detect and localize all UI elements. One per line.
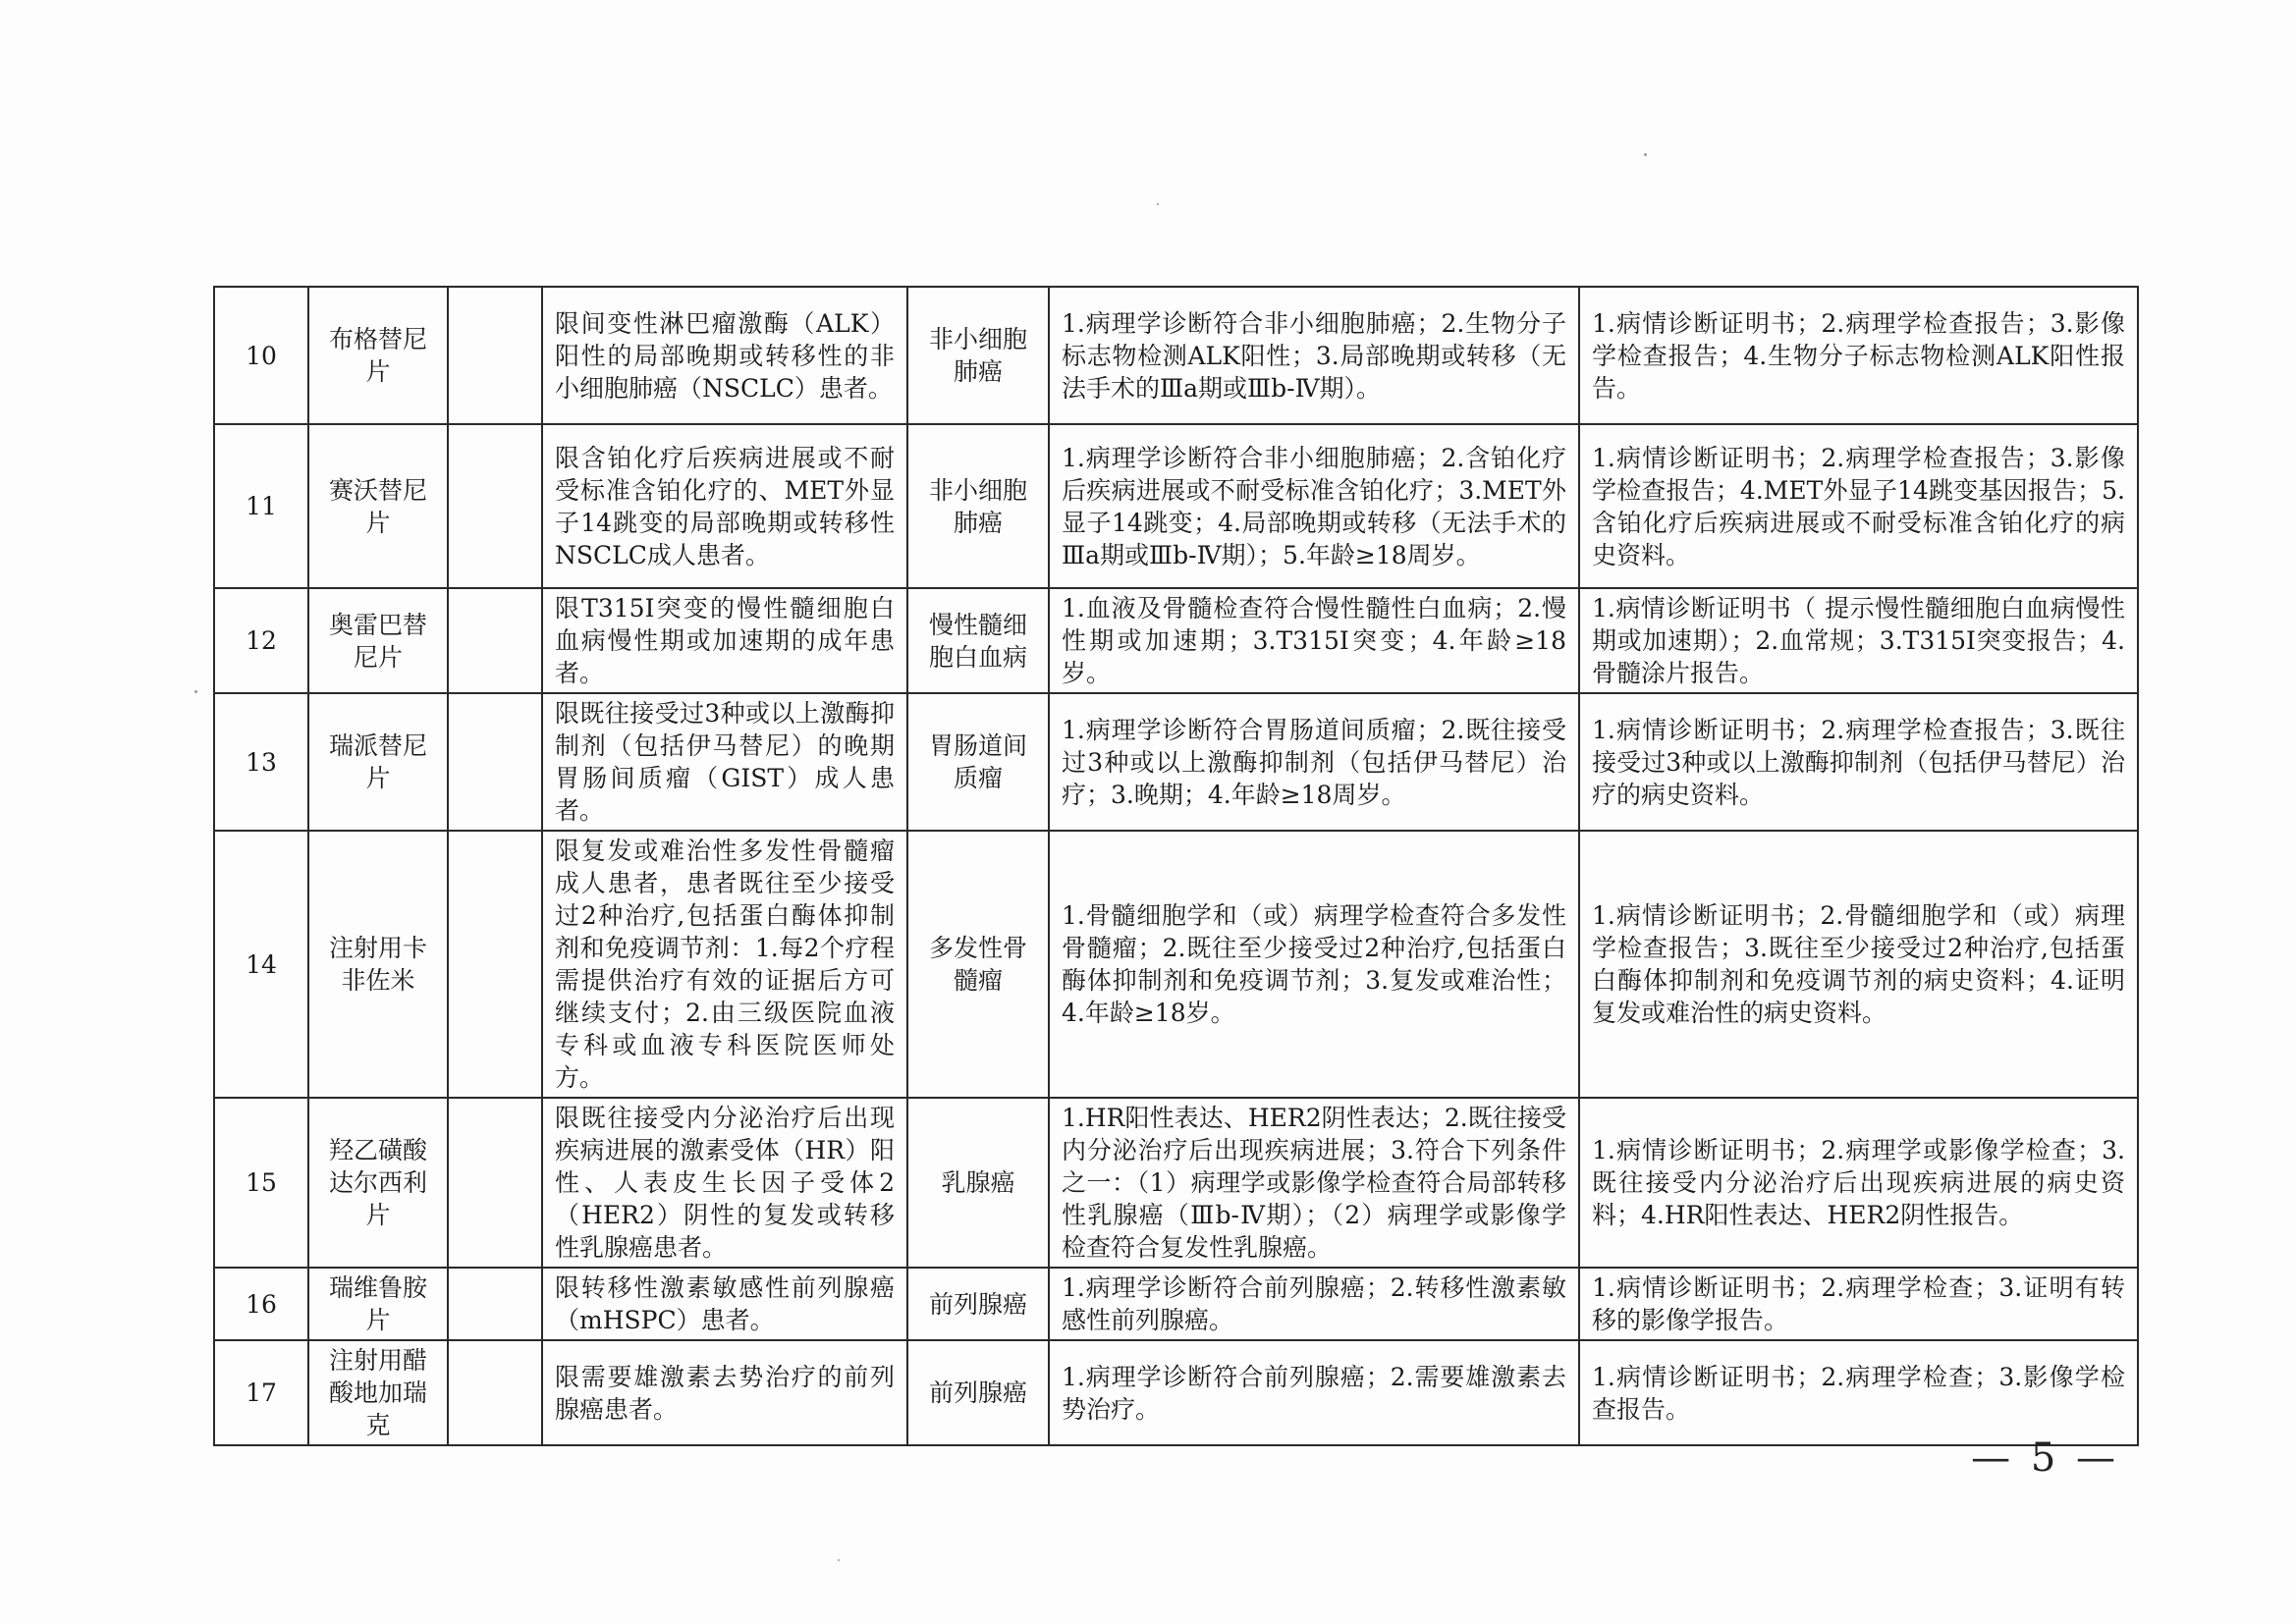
scan-speck <box>1157 203 1159 205</box>
drug-criteria-table <box>213 286 2139 1446</box>
empty-cell <box>448 424 542 588</box>
row-number: 14 <box>214 831 308 1098</box>
drug-name: 瑞维鲁胺片 <box>308 1268 448 1340</box>
drug-name: 瑞派替尼片 <box>308 693 448 831</box>
table-row <box>214 588 2138 693</box>
payment-scope: 限既往接受内分泌治疗后出现疾病进展的激素受体（HR）阳性、人表皮生长因子受体2（HER2）阴性的复发或转移性乳腺癌患者。 <box>542 1098 907 1268</box>
drug-name: 羟乙磺酸达尔西利片 <box>308 1098 448 1268</box>
drug-name: 布格替尼片 <box>308 287 448 424</box>
table-row <box>214 1268 2138 1340</box>
disease-name: 胃肠道间质瘤 <box>907 693 1049 831</box>
required-documents: 1.病情诊断证明书；2.病理学或影像学检查；3.既往接受内分泌治疗后出现疾病进展的病史资料；4.HR阳性表达、HER2阴性报告。 <box>1579 1098 2138 1268</box>
required-documents: 1.病情诊断证明书；2.病理学检查；3.影像学检查报告。 <box>1579 1340 2138 1445</box>
required-documents: 1.病情诊断证明书；2.病理学检查报告；3.既往接受过3种或以上激酶抑制剂（包括伊马替尼）治疗的病史资料。 <box>1579 693 2138 831</box>
payment-scope: 限复发或难治性多发性骨髓瘤成人患者，患者既往至少接受过2种治疗,包括蛋白酶体抑制剂和免疫调节剂：1.每2个疗程需提供治疗有效的证据后方可继续支付；2.由三级医院血液专科或血液专科医院医师处方。 <box>542 831 907 1098</box>
row-number: 12 <box>214 588 308 693</box>
table-row <box>214 831 2138 1098</box>
row-number: 16 <box>214 1268 308 1340</box>
row-number: 11 <box>214 424 308 588</box>
disease-name: 非小细胞肺癌 <box>907 287 1049 424</box>
page-number: — 5 — <box>1971 1435 2119 1481</box>
empty-cell <box>448 1268 542 1340</box>
drug-name: 注射用醋酸地加瑞克 <box>308 1340 448 1445</box>
table-row <box>214 1098 2138 1268</box>
empty-cell <box>448 693 542 831</box>
payment-scope: 限间变性淋巴瘤激酶（ALK）阳性的局部晚期或转移性的非小细胞肺癌（NSCLC）患者。 <box>542 287 907 424</box>
required-documents: 1.病情诊断证明书；2.骨髓细胞学和（或）病理学检查报告；3.既往至少接受过2种治疗,包括蛋白酶体抑制剂和免疫调节剂的病史资料；4.证明复发或难治性的病史资料。 <box>1579 831 2138 1098</box>
empty-cell <box>448 831 542 1098</box>
required-documents: 1.病情诊断证明书；2.病理学检查报告；3.影像学检查报告；4.MET外显子14跳变基因报告；5.含铂化疗后疾病进展或不耐受标准含铂化疗的病史资料。 <box>1579 424 2138 588</box>
disease-name: 乳腺癌 <box>907 1098 1049 1268</box>
payment-scope: 限含铂化疗后疾病进展或不耐受标准含铂化疗的、MET外显子14跳变的局部晚期或转移性NSCLC成人患者。 <box>542 424 907 588</box>
disease-name: 前列腺癌 <box>907 1340 1049 1445</box>
payment-scope: 限需要雄激素去势治疗的前列腺癌患者。 <box>542 1340 907 1445</box>
drug-name: 注射用卡非佐米 <box>308 831 448 1098</box>
required-documents: 1.病情诊断证明书；2.病理学检查报告；3.影像学检查报告；4.生物分子标志物检测ALK阳性报告。 <box>1579 287 2138 424</box>
empty-cell <box>448 1098 542 1268</box>
scan-speck <box>838 1559 840 1561</box>
table-row <box>214 424 2138 588</box>
payment-scope: 限既往接受过3种或以上激酶抑制剂（包括伊马替尼）的晚期胃肠间质瘤（GIST）成人患者。 <box>542 693 907 831</box>
drug-name: 奥雷巴替尼片 <box>308 588 448 693</box>
empty-cell <box>448 287 542 424</box>
disease-name: 非小细胞肺癌 <box>907 424 1049 588</box>
row-number: 13 <box>214 693 308 831</box>
table-row <box>214 287 2138 424</box>
disease-name: 多发性骨髓瘤 <box>907 831 1049 1098</box>
diagnosis-criteria: 1.病理学诊断符合非小细胞肺癌；2.生物分子标志物检测ALK阳性；3.局部晚期或转移（无法手术的Ⅲa期或Ⅲb-Ⅳ期）。 <box>1049 287 1579 424</box>
row-number: 10 <box>214 287 308 424</box>
table-row <box>214 1340 2138 1445</box>
required-documents: 1.病情诊断证明书；2.病理学检查；3.证明有转移的影像学报告。 <box>1579 1268 2138 1340</box>
diagnosis-criteria: 1.HR阳性表达、HER2阴性表达；2.既往接受内分泌治疗后出现疾病进展；3.符合下列条件之一：（1）病理学或影像学检查符合局部转移性乳腺癌（Ⅲb-Ⅳ期）；（2）病理学或影像学检查符合复发性乳腺癌。 <box>1049 1098 1579 1268</box>
scan-speck <box>1644 153 1647 156</box>
drug-name: 赛沃替尼片 <box>308 424 448 588</box>
disease-name: 前列腺癌 <box>907 1268 1049 1340</box>
diagnosis-criteria: 1.骨髓细胞学和（或）病理学检查符合多发性骨髓瘤；2.既往至少接受过2种治疗,包括蛋白酶体抑制剂和免疫调节剂；3.复发或难治性；4.年龄≥18岁。 <box>1049 831 1579 1098</box>
payment-scope: 限转移性激素敏感性前列腺癌（mHSPC）患者。 <box>542 1268 907 1340</box>
empty-cell <box>448 588 542 693</box>
diagnosis-criteria: 1.病理学诊断符合胃肠道间质瘤；2.既往接受过3种或以上激酶抑制剂（包括伊马替尼）治疗；3.晚期；4.年龄≥18周岁。 <box>1049 693 1579 831</box>
scan-speck <box>194 690 197 693</box>
table-row <box>214 693 2138 831</box>
diagnosis-criteria: 1.病理学诊断符合前列腺癌；2.转移性激素敏感性前列腺癌。 <box>1049 1268 1579 1340</box>
required-documents: 1.病情诊断证明书（ 提示慢性髓细胞白血病慢性期或加速期）；2.血常规；3.T315I突变报告；4.骨髓涂片报告。 <box>1579 588 2138 693</box>
row-number: 17 <box>214 1340 308 1445</box>
diagnosis-criteria: 1.血液及骨髓检查符合慢性髓性白血病；2.慢性期或加速期；3.T315I突变；4.年龄≥18岁。 <box>1049 588 1579 693</box>
row-number: 15 <box>214 1098 308 1268</box>
payment-scope: 限T315I突变的慢性髓细胞白血病慢性期或加速期的成年患者。 <box>542 588 907 693</box>
empty-cell <box>448 1340 542 1445</box>
disease-name: 慢性髓细胞白血病 <box>907 588 1049 693</box>
diagnosis-criteria: 1.病理学诊断符合前列腺癌；2.需要雄激素去势治疗。 <box>1049 1340 1579 1445</box>
diagnosis-criteria: 1.病理学诊断符合非小细胞肺癌；2.含铂化疗后疾病进展或不耐受标准含铂化疗；3.MET外显子14跳变；4.局部晚期或转移（无法手术的Ⅲa期或Ⅲb-Ⅳ期）；5.年龄≥18周岁。 <box>1049 424 1579 588</box>
